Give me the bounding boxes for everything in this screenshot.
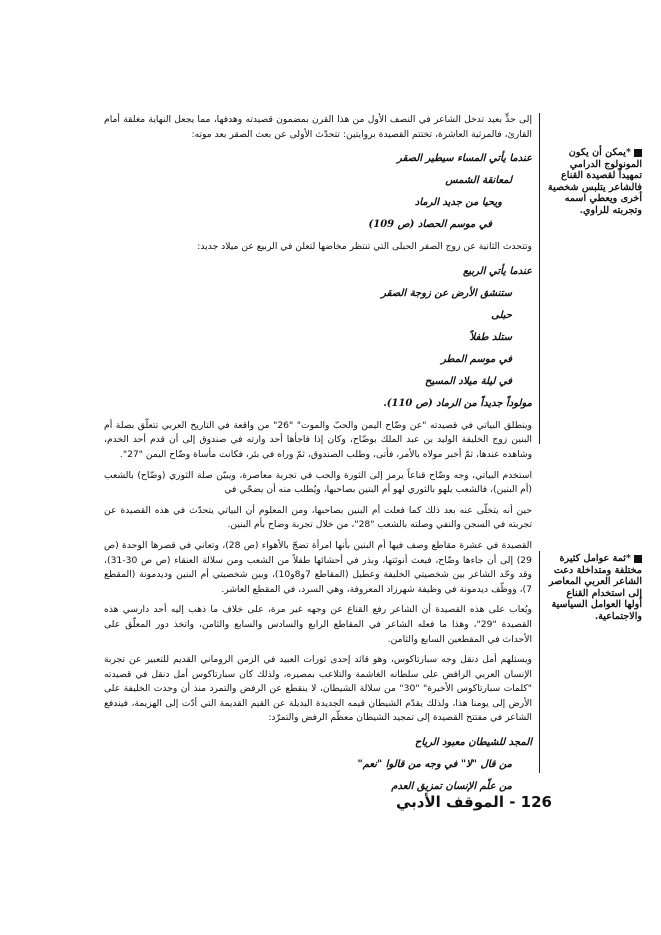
poem-line: لمعانقة الشمس [445,175,512,187]
paragraph-8: ويستلهم أمل دنقل وجه سبارتاكوس، وهو قائد إحدى ثورات العبيد في الزمن الروماني القديم للتعبير عن تجربة الإنسان العربي الرافض على سلطانه الغاشمة والتلاعب بمصيره، ولذلك كان سبارتاكوس أمل دنقل في قصيدته "كلمات سبارتاكوس الأخيرة" "30" من سلالة الشيطان، لا ينقطع عن الرفض والتمرد منذ أن وجدت الخليفة على الأرض إلى يومنا هذا، ولذلك يقدّم الشيطان قيمه الجديدة البديلة عن القيم القديمة التي أدّت إلى الهزيمة، فيندفع الشاعر في مفتتح القصيدة إلى تمجيد الشيطان معظّم الرفض والتمرّد: [104,654,533,724]
page-reference: (ص 110). [383,397,433,409]
poem-line [104,214,492,236]
poem-line: من علّم الإنسان تمزيق العدم [391,781,512,793]
paragraph-4: استخدم البياتي، وجه وضّاح قناعاً يرمز إلى الثورة والحب في تجربة معاصرة، ويبيّن صلة الثوري (وضّاح) بالشعب (أم البنين)، فالشعب يلهو بالثوري لهو أم البنين بصاحبها، ويُطلب منه أن يضحّي في [104,469,532,496]
page-reference: (ص 109) [368,219,415,231]
poem-line: ويحيا من جديد الرماد [414,197,502,209]
page-number: 126 [520,793,552,811]
column-divider-top [539,113,540,444]
bullet-square-icon [634,555,642,563]
paragraph-1: إلى حدٍّ بعيد تدخل الشاعر في النصف الأول من هذا القرن بمضمون قصيدته وهدفها، مما يجعل النهاية مغلقة أمام القارئ، فالمرثية العاشرة، تختتم القصيدة بروايتين: تتحدّث الأولى عن بعث الصقر بعد موته: [104,114,532,140]
poem-falcon-rebirth [104,148,532,236]
main-text-column [104,113,532,802]
poem-line: من قال "لا" في وجه من قالوا "نعم" [357,759,512,771]
poem-line: عندما يأتي الربيع [462,265,532,277]
poem-line-text: في موسم الحصاد [417,219,492,231]
poem-line: في موسم المطر [441,353,512,365]
journal-name: الموقف الأدبي [396,793,504,811]
poem-line [104,393,532,415]
paragraph-3: وينطلق البياتي في قصيدته "عن وضّاح اليمن والحبّ والموت" "26" من واقعة في التاريخ العربي تتعلّق بصلة أم البنين زوج الخليفة الوليد بن عبد الملك بوضّاح، وكان إذا فاجأها أحد وارته في صندوق إلى أن قدم أحد الخدم، وشاهده عندها، ثمّ أخبر مولاه بالأمر، فأتى، وطلب الصندوق، ثمّ وراه في بئر، فكانت مأساة وضّاح اليمن "27". [104,419,532,460]
poem-line-text: مولوداً جديداً من الرماد [436,397,532,409]
poem-line: المجد للشيطان معبود الرياح [414,737,532,749]
poem-line: في ليلة ميلاد المسيح [424,375,512,387]
side-note-1 [546,147,642,217]
poem-line: عندما يأتي المساء سيطير الصقر [397,153,532,165]
bullet-square-icon [634,149,642,157]
side-note-text: *ثمة عوامل كثيرة مختلفة ومتداخلة دعت الشاعر العربي المعاصر إلى استخدام القناع أولها العوامل السياسية والاجتماعية. [548,553,642,622]
poem-line: حبلى [491,309,512,321]
poem-line: ستنشق الأرض عن زوجة الصقر [381,287,512,299]
paragraph-6: القصيدة في عشرة مقاطع وصف فيها أم البنين بأنها امرأة تضجّ بالأهواء (ص 28)، وتعاني في قصرها الوحدة (ص 29) إلى أن جاءها وضّاح، فبعث أنوثتها، وبذر في أحشائها طفلاً من الشعب ومن سلالة العنقاء (ص ص 30-31)، وقد وحّد الشاعر بين شخصيتي الخليفة وعطيل (المقاطع 7و8و10)، وبين شخصيتي أم البنين وديدمونة (المقطع 7)، ووظّف ديدمونة في وظيفة شهرزاد المعروفة، وهي السرد، في المقطع العاشر. [104,539,532,595]
column-divider-bottom [539,551,540,773]
footer-separator: - [509,793,516,811]
poem-line: ستلد طفلاً [469,331,512,343]
side-note-2 [546,553,642,623]
paragraph-7: ويُعاب على هذه القصيدة أن الشاعر رفع القناع عن وجهه غير مرة، على خلاف ما ذهب إليه أحد دارسي هذه القصيدة "29"، وهذا ما فعله الشاعر في المقاطع الرابع والسادس والسابع والثامن، واتخذ دور المعلّق على الأحداث في المقطعين السابع والثامن. [104,604,532,645]
side-note-text: *يمكن أن يكون المونولوج الدرامي تمهيداً لقصيدة القناع فالشاعر يتلبس شخصية أخرى ويعطي اسمه وتجربته للراوي. [547,147,642,216]
paragraph-5: حين أنه يتخلّى عنه بعد ذلك كما فعلت أم البنين بصاحبها، ومن المعلوم أن البياتي يتحدّث في هذه القصيدة عن تجربته في السجن والنفي وصلته بالشعب "28"، من خلال تجربة وضاح بأم البنين. [104,504,532,531]
poem-satan-glory [104,732,532,798]
poem-falcon-spouse [104,261,532,415]
paragraph-2: وتتحدث الثانية عن زوج الصقر الحبلى التي تنتظر مخاضها لتعلن في الربيع عن ميلاد جديد: [197,241,532,253]
page-footer [396,793,552,811]
